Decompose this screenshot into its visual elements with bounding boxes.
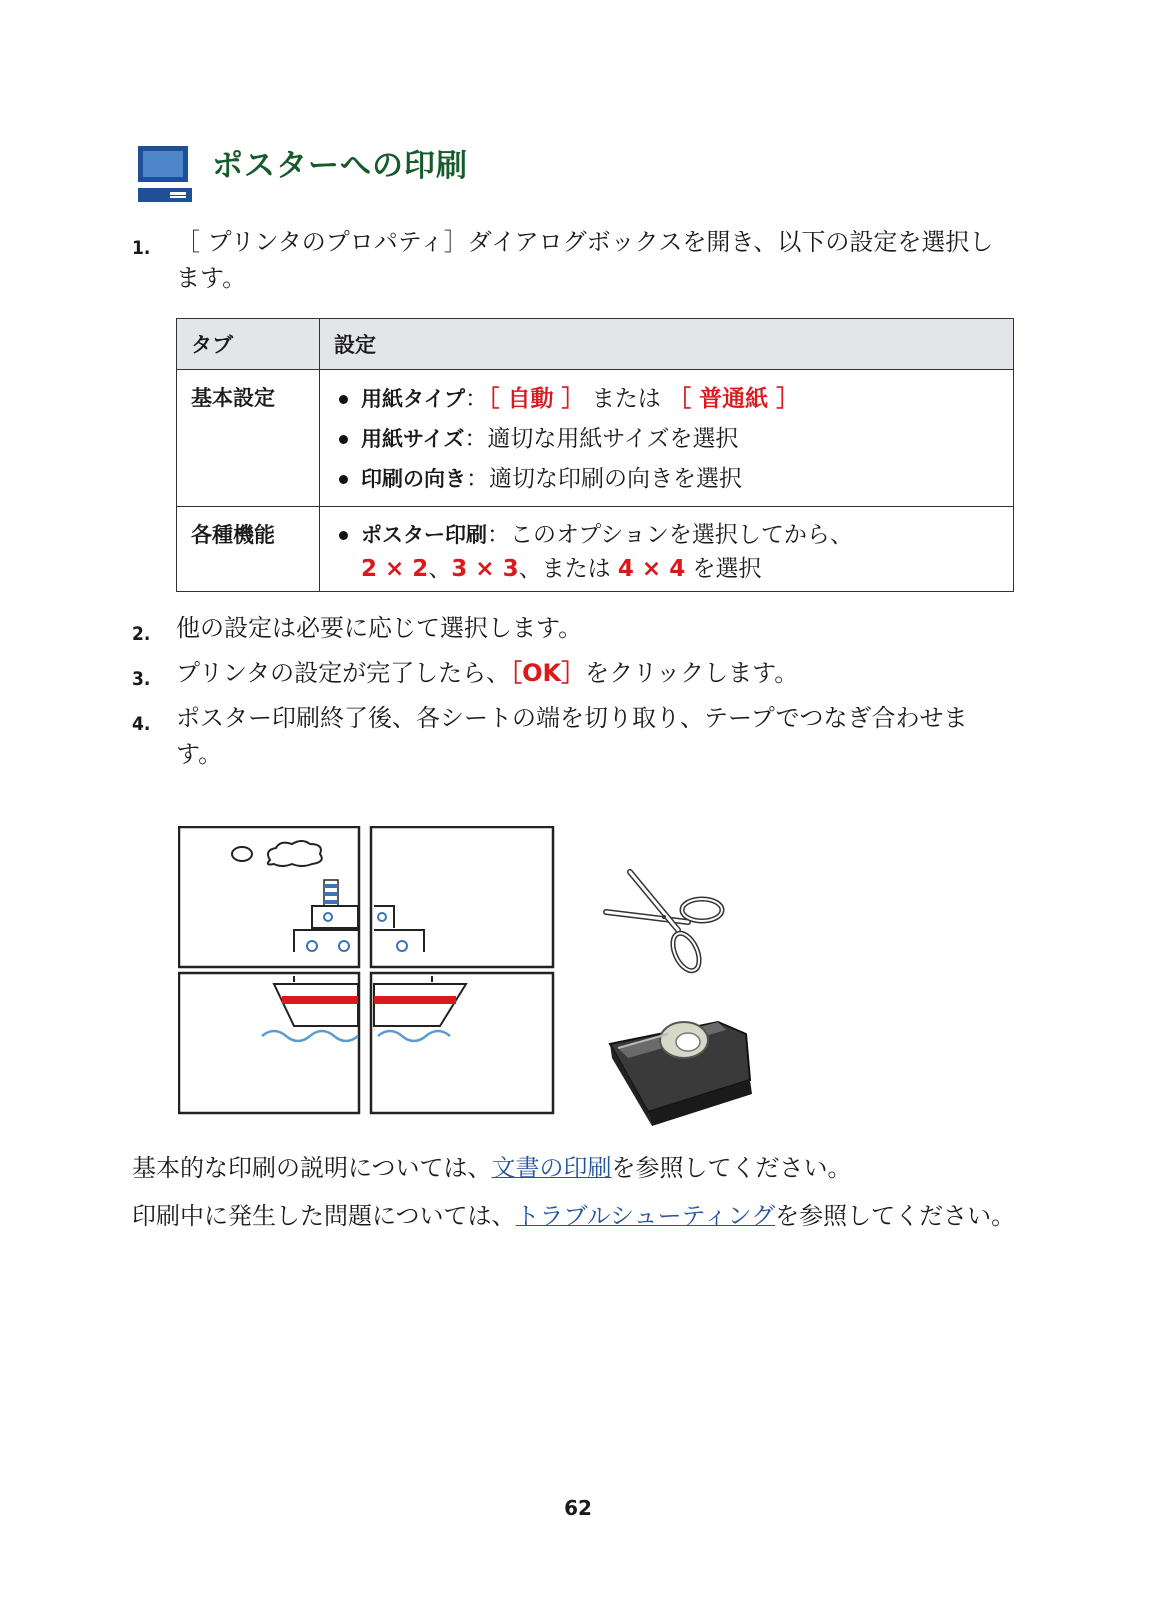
list-item bbox=[335, 459, 998, 499]
step-number: 4. bbox=[132, 713, 151, 735]
list-item bbox=[335, 419, 998, 459]
step-text-pre: プリンタの設定が完了したら、 bbox=[176, 659, 511, 687]
column-header-tab: タブ bbox=[177, 319, 320, 370]
link-print-document[interactable]: 文書の印刷 bbox=[491, 1154, 612, 1182]
settings-cell bbox=[320, 370, 1014, 507]
list-item bbox=[335, 518, 998, 586]
poster-panel-bottom-left bbox=[179, 973, 359, 1113]
table-row bbox=[177, 507, 1014, 592]
step-text: ポスター印刷終了後、各シートの端を切り取り、テープでつなぎ合わせます。 bbox=[176, 704, 968, 768]
note-text: を参照してください。 bbox=[775, 1202, 1016, 1230]
settings-table bbox=[176, 318, 1014, 592]
step-2 bbox=[132, 610, 1012, 646]
step-1 bbox=[132, 224, 1012, 296]
bullet-icon bbox=[339, 395, 348, 404]
bullet-icon bbox=[339, 531, 348, 540]
settings-list bbox=[321, 371, 1012, 505]
option-value: 3 × 3 bbox=[451, 556, 519, 582]
bullet-icon bbox=[339, 435, 348, 444]
setting-value: ［ 普通紙 ］ bbox=[668, 386, 800, 412]
tab-name: 各種機能 bbox=[177, 507, 320, 592]
note-text: 印刷中に発生した問題については、 bbox=[132, 1202, 516, 1230]
separator: 、 bbox=[428, 556, 452, 582]
poster-panel-top-right bbox=[371, 827, 553, 967]
tab-name: 基本設定 bbox=[177, 370, 320, 507]
page-title: ポスターへの印刷 bbox=[212, 148, 468, 184]
step-text: 他の設定は必要に応じて選択します。 bbox=[176, 614, 583, 642]
setting-key: 用紙タイプ bbox=[361, 387, 465, 411]
step-text: ［ プリンタのプロパティ］ダイアログボックスを開き、以下の設定を選択します。 bbox=[176, 228, 994, 292]
bullet-icon bbox=[339, 475, 348, 484]
table-header-row bbox=[177, 319, 1014, 370]
poster-illustration bbox=[178, 826, 798, 1126]
setting-description: を選択 bbox=[685, 556, 762, 582]
table-row bbox=[177, 370, 1014, 507]
option-value: 4 × 4 bbox=[617, 556, 686, 582]
scissors-icon bbox=[606, 872, 722, 975]
section-heading bbox=[136, 140, 836, 204]
step-number: 2. bbox=[132, 623, 151, 645]
separator: 、または bbox=[518, 556, 618, 582]
ok-button-label: ［OK］ bbox=[510, 659, 586, 687]
setting-description: ：このオプションを選択してから、 bbox=[487, 522, 853, 548]
link-troubleshooting[interactable]: トラブルシューティング bbox=[515, 1202, 776, 1230]
step-3 bbox=[132, 655, 1012, 691]
setting-value: ［ 自動 ］ bbox=[487, 386, 585, 412]
separator: ： bbox=[464, 386, 488, 412]
poster-panel-top-left bbox=[179, 827, 359, 967]
settings-cell bbox=[320, 507, 1014, 592]
setting-key: 用紙サイズ bbox=[361, 427, 465, 451]
step-4 bbox=[132, 700, 1012, 772]
computer-icon bbox=[136, 144, 194, 204]
step-number: 1. bbox=[132, 237, 151, 259]
note-text: を参照してください。 bbox=[611, 1154, 852, 1182]
reference-note-1 bbox=[132, 1150, 1022, 1186]
poster-panel-bottom-right bbox=[371, 973, 553, 1113]
note-text: 基本的な印刷の説明については、 bbox=[132, 1154, 492, 1182]
setting-key: 印刷の向き bbox=[361, 467, 466, 491]
reference-note-2 bbox=[132, 1198, 1022, 1234]
page-number: 62 bbox=[564, 1496, 592, 1520]
list-item bbox=[335, 379, 998, 419]
setting-key: ポスター印刷 bbox=[361, 523, 487, 547]
column-header-setting: 設定 bbox=[320, 319, 1014, 370]
setting-description: ：適切な印刷の向きを選択 bbox=[466, 466, 742, 492]
step-number: 3. bbox=[132, 668, 151, 690]
step-text-post: をクリックします。 bbox=[585, 659, 799, 687]
settings-list bbox=[321, 508, 1012, 590]
step-text bbox=[176, 655, 1012, 691]
option-value: 2 × 2 bbox=[361, 556, 429, 582]
tape-dispenser-icon bbox=[610, 1022, 752, 1126]
setting-description: ：適切な用紙サイズを選択 bbox=[464, 426, 739, 452]
conjunction: または bbox=[584, 386, 669, 412]
